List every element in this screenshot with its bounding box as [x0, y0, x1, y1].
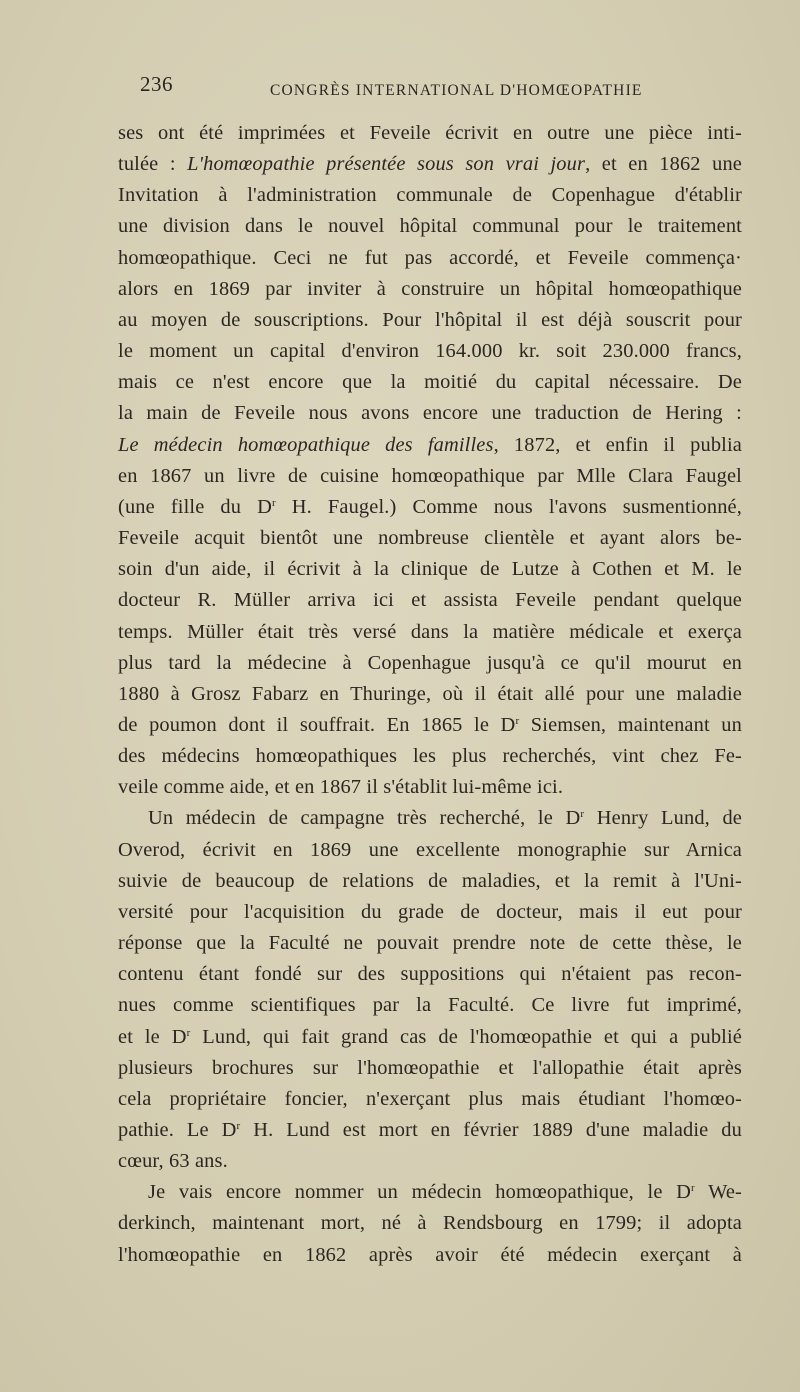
text-line: docteur R. Müller arriva ici et assista Feveile pendant quelque	[118, 589, 742, 612]
text-line: Feveile acquit bientôt une nombreuse clientèle et ayant alors be-	[118, 527, 742, 550]
text-fragment: H. Faugel.) Comme nous l'avons susmentionné,	[275, 495, 742, 518]
text-line: une division dans le nouvel hôpital communal pour le traitement	[118, 215, 742, 238]
text-line: réponse que la Faculté ne pouvait prendre note de cette thèse, le	[118, 932, 742, 955]
text-line: ses ont été imprimées et Feveile écrivit en outre une pièce inti-	[118, 122, 742, 144]
superscript: r	[515, 714, 520, 727]
text-fragment: et le D	[118, 1025, 187, 1048]
text-fragment: , et en 1862 une	[585, 153, 743, 176]
text-line: cela propriétaire foncier, n'exerçant plus mais étudiant l'homœo-	[118, 1087, 742, 1110]
text-line: temps. Müller était très versé dans la matière médicale et exerça	[118, 620, 742, 643]
text-fragment: Un médecin de campagne très recherché, le D	[148, 807, 581, 830]
page-header	[140, 66, 740, 102]
text-line: le moment un capital d'environ 164.000 kr. soit 230.000 francs,	[118, 340, 742, 363]
superscript: r	[691, 1182, 695, 1195]
text-line-with-title	[118, 430, 742, 461]
text-fragment: Siemsen, maintenant un	[519, 713, 742, 736]
text-fragment: Lund, qui fait grand cas de l'homœopathie et qui a publié	[190, 1025, 743, 1048]
text-line: contenu étant fondé sur des suppositions qui n'étaient pas recon-	[118, 963, 742, 986]
text-line: l'homœopathie en 1862 après avoir été médecin exerçant à	[118, 1243, 742, 1266]
text-line: versité pour l'acquisition du grade de docteur, mais il eut pour	[118, 900, 742, 923]
text-line	[118, 492, 742, 523]
book-title: L'homœopathie présentée sous son vrai jour	[187, 153, 586, 176]
text-line: plus tard la médecine à Copenhague jusqu'à ce qu'il mourut en	[118, 651, 742, 674]
text-fragment: tulée :	[118, 153, 188, 176]
text-line: Overod, écrivit en 1869 une excellente monographie sur Arnica	[118, 838, 742, 861]
superscript: r	[186, 1026, 191, 1039]
text-line: soin d'un aide, il écrivit à la clinique de Lutze à Cothen et M. le	[118, 558, 742, 581]
text-line: mais ce n'est encore que la moitié du capital nécessaire. De	[118, 371, 742, 394]
text-line	[118, 803, 742, 834]
text-line: homœopathique. Ceci ne fut pas accordé, et Feveile commença·	[118, 246, 742, 269]
text-line: suivie de beaucoup de relations de maladies, et la remit à l'Uni-	[118, 869, 742, 892]
superscript: r	[271, 496, 276, 509]
text-line: veile comme aide, et en 1867 il s'établit lui-même ici.	[118, 776, 564, 799]
text-fragment: (une fille du D	[118, 495, 272, 518]
text-line: plusieurs brochures sur l'homœopathie et l'allopathie était après	[118, 1056, 742, 1079]
text-fragment: Henry Lund, de	[584, 807, 743, 830]
text-line: nues comme scientifiques par la Faculté. Ce livre fut imprimé,	[118, 994, 742, 1017]
page-number: 236	[140, 72, 173, 96]
text-line: la main de Feveile nous avons encore une traduction de Hering :	[118, 402, 742, 425]
book-title: Le médecin homœopathique des familles	[118, 433, 494, 456]
text-line	[118, 1115, 742, 1146]
text-fragment: Je vais encore nommer un médecin homœopathique, le D	[148, 1181, 692, 1204]
text-fragment: H. Lund est mort en février 1889 d'une maladie du	[240, 1119, 742, 1141]
text-line: Invitation à l'administration communale de Copenhague d'établir	[118, 184, 742, 207]
superscript: r	[580, 808, 585, 821]
text-line-with-title	[118, 149, 742, 180]
text-fragment: pathie. Le D	[118, 1119, 237, 1141]
text-line: cœur, 63 ans.	[118, 1150, 228, 1173]
text-line: au moyen de souscriptions. Pour l'hôpital il est déjà souscrit pour	[118, 308, 742, 331]
text-line: 1880 à Grosz Fabarz en Thuringe, où il était allé pour une maladie	[118, 682, 742, 705]
text-line	[118, 1177, 742, 1208]
running-title: CONGRÈS INTERNATIONAL D'HOMŒOPATHIE	[270, 82, 643, 99]
text-line: en 1867 un livre de cuisine homœopathique par Mlle Clara Faugel	[118, 464, 742, 487]
text-line: derkinch, maintenant mort, né à Rendsbourg en 1799; il adopta	[118, 1212, 742, 1235]
text-line	[118, 1022, 742, 1053]
text-line	[118, 710, 742, 741]
text-fragment: We-	[694, 1181, 742, 1204]
text-line: des médecins homœopathiques les plus recherchés, vint chez Fe-	[118, 745, 742, 768]
superscript: r	[236, 1120, 241, 1132]
text-line: alors en 1869 par inviter à construire un hôpital homœopathique	[118, 277, 742, 300]
body-text	[118, 118, 742, 1271]
text-fragment: de poumon dont il souffrait. En 1865 le D	[118, 713, 516, 736]
text-fragment: , 1872, et enfin il publia	[493, 433, 742, 456]
